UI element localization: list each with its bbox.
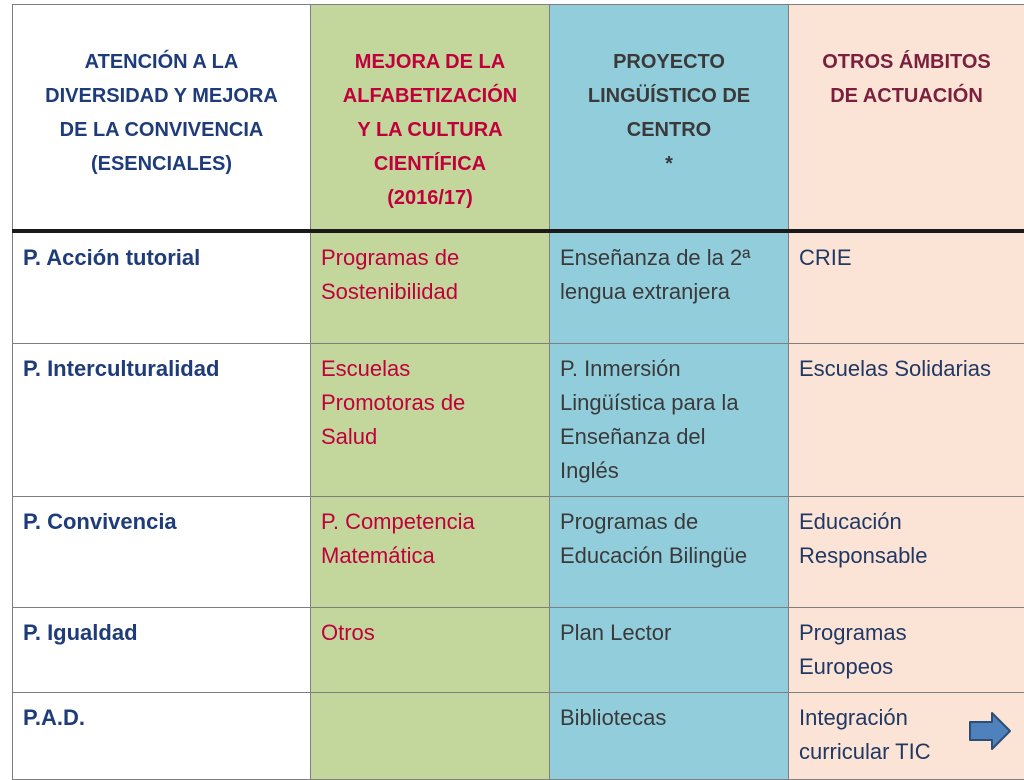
header-diversidad: ATENCIÓN A LA DIVERSIDAD Y MEJORA DE LA CONVIVENCIA (ESENCIALES) — [13, 5, 311, 231]
table-row — [13, 607, 1024, 692]
table-cell: Programas de Sostenibilidad — [311, 231, 550, 344]
table-cell: Educación Responsable — [789, 496, 1024, 607]
table-cell: P. Convivencia — [13, 496, 311, 607]
table-row — [13, 231, 1024, 344]
table-cell: P. Inmersión Lingüística para la Enseñanza del Inglés — [550, 343, 789, 496]
header-proyecto-linguistico: PROYECTO LINGÜÍSTICO DE CENTRO * — [550, 5, 789, 231]
table-row — [13, 692, 1024, 779]
table-cell: CRIE — [789, 231, 1024, 344]
table-cell: Bibliotecas — [550, 692, 789, 779]
table-row — [13, 343, 1024, 496]
header-otros-ambitos: OTROS ÁMBITOS DE ACTUACIÓN — [789, 5, 1024, 231]
next-slide-button[interactable] — [968, 711, 1012, 751]
table-cell: Escuelas Promotoras de Salud — [311, 343, 550, 496]
arrow-right-icon — [968, 711, 1012, 751]
table-cell: P. Competencia Matemática — [311, 496, 550, 607]
table-cell: Programas de Educación Bilingüe — [550, 496, 789, 607]
table-cell: Integración curricular TIC — [789, 692, 1024, 779]
header-alfabetizacion: MEJORA DE LA ALFABETIZACIÓN Y LA CULTURA CIENTÍFICA (2016/17) — [311, 5, 550, 231]
table-cell: P.A.D. — [13, 692, 311, 779]
table-cell: Escuelas Solidarias — [789, 343, 1024, 496]
table-cell: Programas Europeos — [789, 607, 1024, 692]
table-cell: Plan Lector — [550, 607, 789, 692]
table-row — [13, 496, 1024, 607]
table-header-row — [13, 5, 1024, 231]
table-cell: P. Igualdad — [13, 607, 311, 692]
table-cell: Enseñanza de la 2ª lengua extranjera — [550, 231, 789, 344]
programs-table — [12, 4, 1024, 780]
table-cell — [311, 692, 550, 779]
table-cell: P. Acción tutorial — [13, 231, 311, 344]
table-cell: P. Interculturalidad — [13, 343, 311, 496]
table-cell: Otros — [311, 607, 550, 692]
